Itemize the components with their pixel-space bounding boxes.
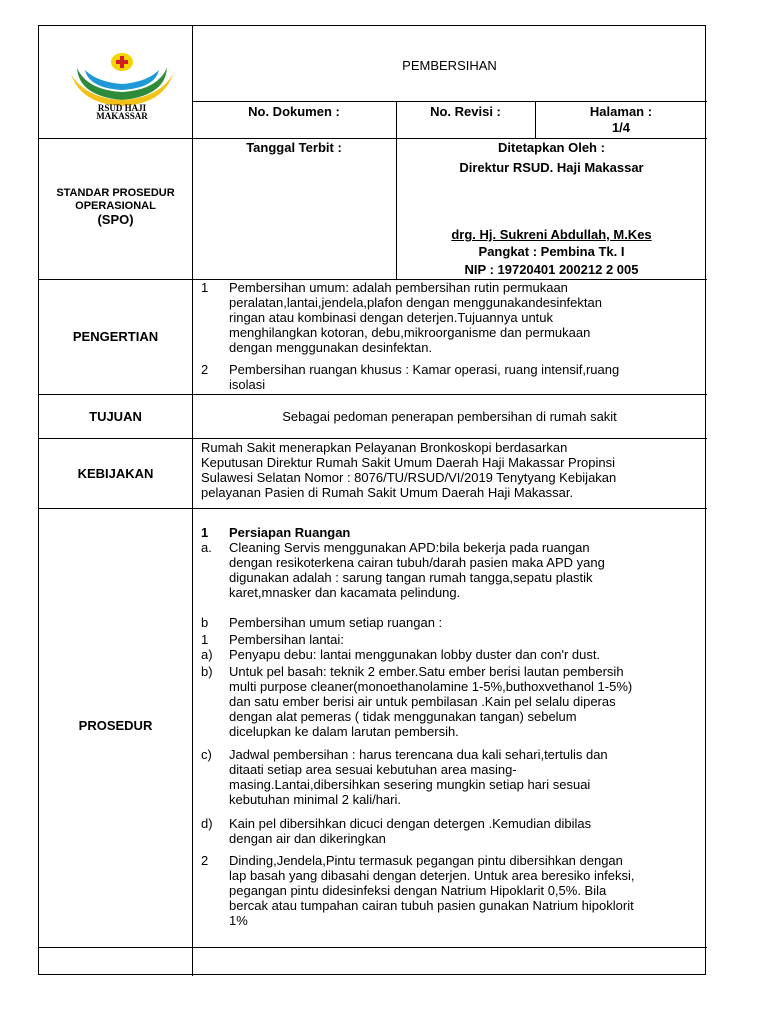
text-line: Pembersihan lantai: xyxy=(229,632,344,647)
list-number: c) xyxy=(201,747,212,762)
text-line: Cleaning Servis menggunakan APD:bila bekerja pada ruangan xyxy=(229,540,590,555)
text-line: dan satu ember berisi air untuk pembilasan .Kain pel selalu diperas xyxy=(229,694,616,709)
text-line: kebutuhan minimal 2 kali/hari. xyxy=(229,792,401,807)
column-divider xyxy=(192,26,193,976)
text-line: lap basah yang dibasahi dengan deterjen. Untuk area beresiko infeksi, xyxy=(229,868,635,883)
spo-title: STANDAR PROSEDUR OPERASIONAL (SPO) xyxy=(56,187,175,227)
text-line: pelayanan Pasien di Rumah Sakit Umum Daerah Haji Makassar. xyxy=(201,485,574,500)
nip: NIP : 19720401 200212 2 005 xyxy=(464,262,639,277)
text-line: ringan atau kombinasi dengan deterjen.Tujuannya untuk xyxy=(229,310,554,325)
text-line: Pembersihan umum: adalah pembersihan rutin permukaan xyxy=(229,280,568,295)
spo-document xyxy=(38,25,706,975)
document-title: PEMBERSIHAN xyxy=(402,58,497,73)
text-line: pegangan pintu didesinfeksi dengan Natrium Hipoklarit 0,5%. Bila xyxy=(229,883,607,898)
list-text xyxy=(229,816,709,846)
row-divider xyxy=(39,508,707,509)
prosedur-heading: 1 Persiapan Ruangan xyxy=(201,525,351,540)
tujuan-label: TUJUAN xyxy=(89,409,142,424)
ditetapkan-label: Ditetapkan Oleh : xyxy=(498,140,605,155)
list-number: 1 xyxy=(201,632,209,647)
row-divider xyxy=(39,947,707,948)
list-text xyxy=(229,664,709,739)
list-number: b) xyxy=(201,664,213,679)
text-line: isolasi xyxy=(229,377,266,392)
row-divider xyxy=(39,394,707,395)
hospital-logo xyxy=(67,48,177,121)
list-number: a. xyxy=(201,540,212,555)
list-item xyxy=(201,540,701,600)
text-line: karet,mnasker dan kacamata pelindung. xyxy=(229,585,461,600)
list-item xyxy=(201,647,701,662)
halaman-value: 1/4 xyxy=(611,120,631,135)
list-text xyxy=(229,853,709,928)
list-text xyxy=(229,540,709,600)
row-divider xyxy=(39,138,707,139)
pangkat: Pangkat : Pembina Tk. I xyxy=(478,244,625,259)
row-divider xyxy=(39,438,707,439)
list-text xyxy=(229,362,709,392)
kebijakan-text xyxy=(201,440,616,500)
row-divider xyxy=(192,101,707,102)
logo-text: RSUD HAJI MAKASSAR xyxy=(96,103,148,121)
list-text xyxy=(229,632,709,647)
list-item xyxy=(201,362,701,392)
text-line: Pembersihan ruangan khusus : Kamar operasi, ruang intensif,ruang xyxy=(229,362,620,377)
text-line: dengan resikoterkena cairan tubuh/darah pasien maka APD yang xyxy=(229,555,605,570)
list-number: a) xyxy=(201,647,213,662)
list-number: 2 xyxy=(201,362,209,377)
text-line: Kain pel dibersihkan dicuci dengan detergen .Kemudian dibilas xyxy=(229,816,592,831)
list-number: b xyxy=(201,615,209,630)
text-line: Sulawesi Selatan Nomor : 8076/TU/RSUD/VI/2019 Tenytyang Kebijakan xyxy=(201,470,617,485)
text-line: menghilangkan kotoran, debu,mikroorganisme dan permukaan xyxy=(229,325,591,340)
text-line: Jadwal pembersihan : harus terencana dua kali sehari,tertulis dan xyxy=(229,747,608,762)
text-line: Rumah Sakit menerapkan Pelayanan Bronkoskopi berdasarkan xyxy=(201,440,568,455)
list-item xyxy=(201,615,701,630)
list-item xyxy=(201,664,701,739)
no-dokumen-label: No. Dokumen : xyxy=(248,104,340,119)
tujuan-text: Sebagai pedoman penerapan pembersihan di rumah sakit xyxy=(282,409,617,424)
text-line: masing.Lantai,dibersihkan sesering mungkin setiap hari sesuai xyxy=(229,777,591,792)
tanggal-terbit-label: Tanggal Terbit : xyxy=(246,140,342,155)
list-text xyxy=(229,647,709,662)
direktur-label: Direktur RSUD. Haji Makassar xyxy=(459,160,644,175)
text-line: multi purpose cleaner(monoethanolamine 1-5%,buthoxvethanol 1-5%) xyxy=(229,679,633,694)
signatory-name: drg. Hj. Sukreni Abdullah, M.Kes xyxy=(451,227,652,242)
text-line: digunakan adalah : sarung tangan rumah tangga,sepatu plastik xyxy=(229,570,593,585)
list-item xyxy=(201,747,701,807)
text-line: dengan menggunakan desinfektan. xyxy=(229,340,433,355)
list-number: d) xyxy=(201,816,213,831)
halaman-label: Halaman : xyxy=(589,104,653,119)
text-line: Penyapu debu: lantai menggunakan lobby duster dan con'r dust. xyxy=(229,647,601,662)
text-line: peralatan,lantai,jendela,plafon dengan menggunakandesinfektan xyxy=(229,295,602,310)
text-line: bercak atau tumpahan cairan tubuh pasien gunakan Natrium hipoklorit xyxy=(229,898,634,913)
no-revisi-label: No. Revisi : xyxy=(430,104,501,119)
text-line: Untuk pel basah: teknik 2 ember.Satu ember berisi lautan pembersih xyxy=(229,664,624,679)
text-line: Pembersihan umum setiap ruangan : xyxy=(229,615,443,630)
pengertian-label: PENGERTIAN xyxy=(72,329,159,344)
list-number: 1 xyxy=(201,280,209,295)
text-line: dengan air dan dikeringkan xyxy=(229,831,386,846)
text-line: dicelupkan ke dalam larutan pembersih. xyxy=(229,724,459,739)
list-number: 2 xyxy=(201,853,209,868)
kebijakan-label: KEBIJAKAN xyxy=(77,466,154,481)
text-line: Dinding,Jendela,Pintu termasuk pegangan pintu dibersihkan dengan xyxy=(229,853,623,868)
list-item xyxy=(201,280,701,355)
list-text xyxy=(229,747,709,807)
list-item xyxy=(201,853,701,928)
text-line: Keputusan Direktur Rumah Sakit Umum Daerah Haji Makassar Propinsi xyxy=(201,455,615,470)
text-line: 1% xyxy=(229,913,248,928)
text-line: ditaati setiap area sesuai kebutuhan area masing- xyxy=(229,762,517,777)
prosedur-label: PROSEDUR xyxy=(78,718,153,733)
list-item xyxy=(201,632,701,647)
list-text xyxy=(229,615,709,630)
list-text xyxy=(229,280,709,355)
text-line: dengan alat pemeras ( tidak menggunakan tangan) sebelum xyxy=(229,709,577,724)
list-item xyxy=(201,816,701,846)
